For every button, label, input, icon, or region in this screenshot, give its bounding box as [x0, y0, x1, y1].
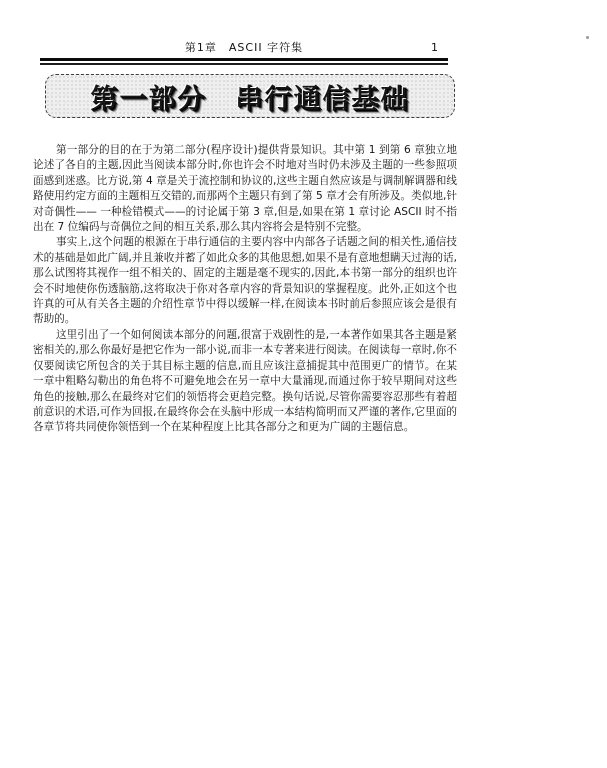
page-number: 1: [431, 41, 438, 54]
paragraph-1: 第一部分的目的在于为第二部分(程序设计)提供背景知识。其中第 1 到第 6 章独立地论述了各自的主题,因此当阅读本部分时,你也许会不时地对当时仍未涉及主题的一些参照项面感到迷惑。比方说,第 4 章是关于流控制和协议的,这些主题自然应该是与调制解调器和线路使用约定方面的主题相互交错的,而那两个主题只有到了第 5 章才会有所涉及。类似地,针对奇偶性—— 一种检错模式——的讨论属于第 3 章,但是,如果在第 1 章讨论 ASCII 时不指出在 7 位编码与奇偶位之间的相互关系,那么其内容将会是特别不完整。: [33, 144, 457, 234]
paragraph-2: 事实上,这个问题的根源在于串行通信的主要内容中内部各子话题之间的相关性,通信技术的基础是如此广阔,并且兼收并蓄了如此众多的其他思想,如果不是有意地想瞒天过海的话,那么试图将其视作一组不相关的、固定的主题是毫不现实的,因此,本书第一部分的组织也许会不时地使你伤透脑筋,这将取决于你对各章内容的背景知识的掌握程度。此外,正如这个也许真的可从有关各主题的介绍性章节中得以缓解一样,在阅读本书时前后参照应该会是很有帮助的。: [33, 236, 457, 326]
running-head: [40, 41, 448, 55]
part-banner: [45, 74, 455, 118]
paragraph-3: 这里引出了一个如何阅读本部分的问题,很富于戏剧性的是,一本著作如果其各主题是紧密相关的,那么你最好是把它作为一部小说,而非一本专著来进行阅读。在阅读每一章时,你不仅要阅读它所包含的关于其目标主题的信息,而且应该注意捕捉其中范围更广的情节。在某一章中粗略勾勒出的角色将不可避免地会在另一章中大量涌现,而通过你于较早期间对这些角色的接触,那么在最终对它们的领悟将会更趋完整。换句话说,尽管你需要容忍那些有着超前意识的术语,可作为回报,在最终你会在头脑中形成一本结构简明而又严谨的著作,它里面的各章节将共同使你领悟到一个在某种程度上比其各部分之和更为广阔的主题信息。: [33, 328, 457, 434]
scan-speck: [586, 36, 589, 39]
part-banner-title: 第一部分 串行通信基础: [90, 83, 410, 115]
header-double-rule: [40, 58, 448, 65]
body-text: [33, 143, 457, 436]
chapter-title: 第1章 ASCII 字符集: [184, 41, 304, 54]
